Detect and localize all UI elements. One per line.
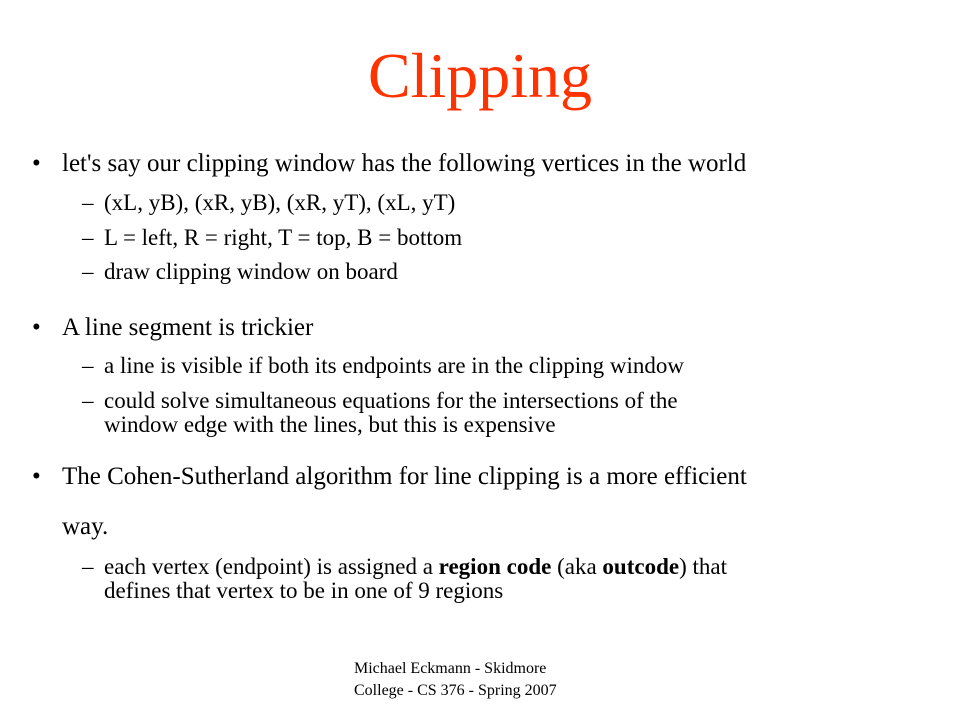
bullet-symbol: • <box>32 463 41 490</box>
text-part: (aka <box>551 554 603 579</box>
sub-bullet-text <box>104 555 727 579</box>
sub-bullet-text: could solve simultaneous equations for the intersections of the <box>104 388 678 413</box>
dash-symbol: – <box>82 259 94 284</box>
bullet-3-text-cont: way. <box>62 513 109 540</box>
bullet-3-text: The Cohen-Sutherland algorithm for line clipping is a more efficient <box>62 463 747 490</box>
slide-title: Clipping <box>367 40 593 111</box>
sub-bullet-text: L = left, R = right, T = top, B = bottom <box>104 225 463 250</box>
outcode-term: outcode <box>602 554 680 579</box>
footer-line-2: College - CS 376 - Spring 2007 <box>354 682 557 699</box>
dash-symbol: – <box>82 225 94 250</box>
bullet-symbol: • <box>32 314 41 341</box>
footer-line-1: Michael Eckmann - Skidmore <box>354 660 547 677</box>
region-code-term: region code <box>438 554 552 579</box>
sub-bullet-text: a line is visible if both its endpoints are in the clipping window <box>104 353 685 378</box>
bullet-2-text: A line segment is trickier <box>62 314 314 341</box>
text-part: each vertex (endpoint) is assigned a <box>104 554 439 579</box>
sub-bullet-text: draw clipping window on board <box>104 259 398 284</box>
footer <box>354 658 557 702</box>
sub-bullet-text: defines that vertex to be in one of 9 regions <box>104 578 504 603</box>
dash-symbol: – <box>82 353 94 378</box>
sub-bullet-text: window edge with the lines, but this is expensive <box>104 412 556 437</box>
bullet-1-text: let's say our clipping window has the following vertices in the world <box>62 150 747 177</box>
sub-bullet-text: (xL, yB), (xR, yB), (xR, yT), (xL, yT) <box>104 190 456 215</box>
dash-symbol: – <box>82 190 94 215</box>
dash-symbol: – <box>82 554 94 579</box>
bullet-symbol: • <box>32 150 41 177</box>
text-part: ) that <box>679 554 727 579</box>
dash-symbol: – <box>82 388 94 413</box>
